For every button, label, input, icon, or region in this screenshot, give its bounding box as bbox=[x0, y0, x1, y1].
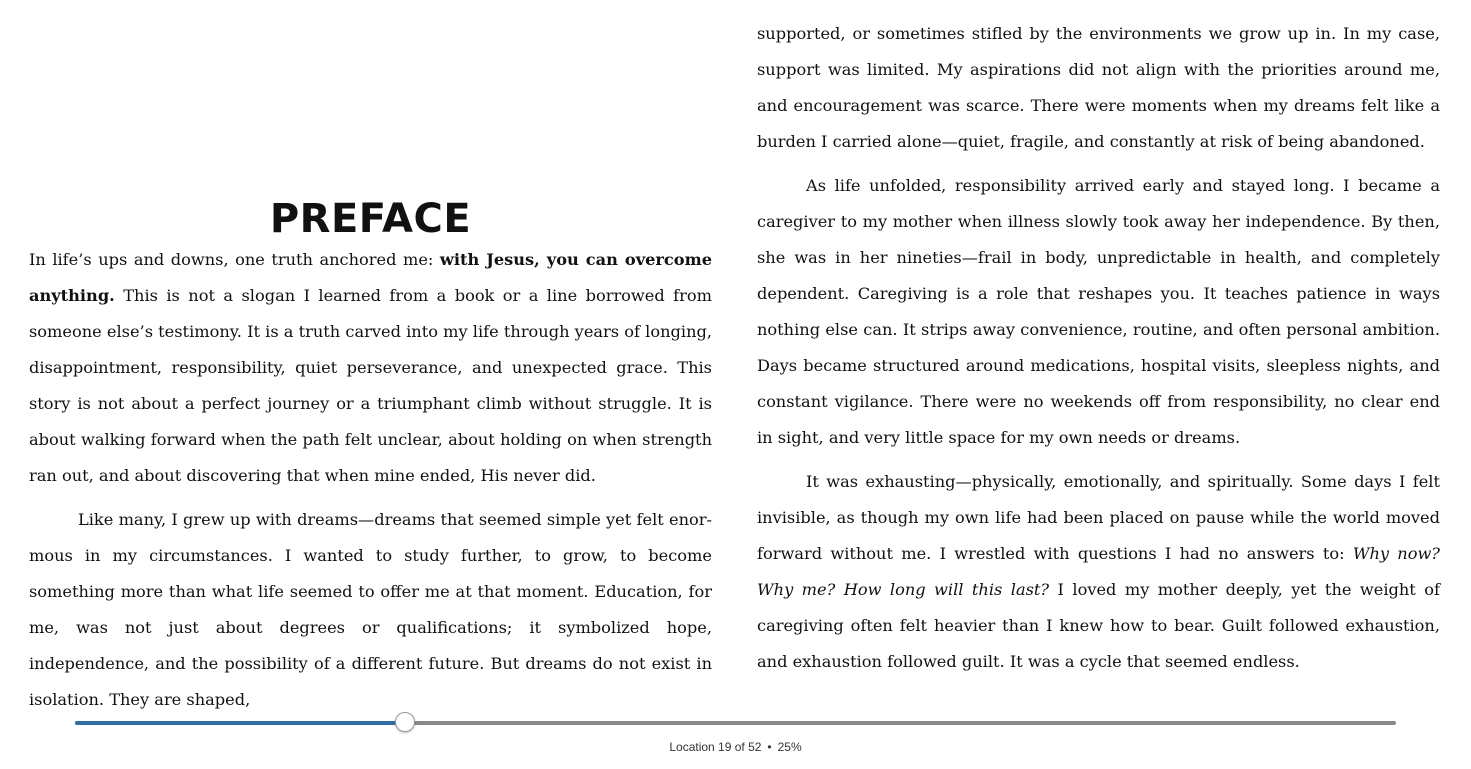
right-p3-italic-text: Why now? Why me? How long will this last? bbox=[757, 544, 1440, 599]
separator-dot: • bbox=[767, 740, 772, 754]
right-paragraph-2: As life unfolded, responsibility arrived early and stayed long. I became a caregiver to my mother when illness slowly took away her independence. By then, she was in her nineties—frail in body, unpredictable in health, and completely dependent. Caregiving is a role that reshapes you. It teaches patience in ways nothing else can. It strips away convenience, routine, and often personal ambition. Days became structured around medications, hospital visits, sleepless nights, and constant vigilance. There were no weekends off from responsibility, no clear end in sight, and very little space for my own needs or dreams. bbox=[757, 176, 1440, 447]
left-p1-text-a: In life’s ups and downs, one truth anchored me: bbox=[29, 250, 440, 269]
left-page bbox=[29, 242, 712, 726]
left-p1-bold-text: with Jesus, you can overcome anything. bbox=[29, 250, 713, 305]
left-p1-text-b: This is not a slogan I learned from a book or a line borrowed from someone else’s testimony. It is a truth carved into my life through years of longing, disappointment, responsibility, quiet perseverance, and unexpected grace. This story is not about a perfect journey or a triumphant climb without struggle. It is about walking forward when the path felt unclear, about holding on when strength ran out, and about discovering that when mine ended, His never did. bbox=[29, 286, 712, 485]
right-paragraph-3 bbox=[757, 464, 1440, 680]
right-page bbox=[757, 16, 1440, 688]
right-paragraph-1: supported, or sometimes stifled by the environments we grow up in. In my case, support was limited. My aspirations did not align with the priorities around me, and encouragement was scarce. There were moments when my dreams felt like a burden I carried alone—quiet, fragile, and constantly at risk of being abandoned. bbox=[757, 24, 1440, 151]
left-paragraph-2: Like many, I grew up with dreams—dreams that seemed simple yet felt enormous in my circumstances. I wanted to study further, to grow, to become something more than what life seemed to offer me at that moment. Education, for me, was not just about degrees or qualifications; it symbolized hope, independence, and the possibility of a different future. But dreams do not exist in isolation. They are shaped, bbox=[29, 510, 712, 709]
right-p3-text-b: I loved my mother deeply, yet the weight of caregiving often felt heavier than I knew how to bear. Guilt followed exhaustion, and exhaustion followed guilt. It was a cycle that seemed endless. bbox=[757, 580, 1440, 671]
left-paragraph-1 bbox=[29, 242, 712, 494]
chapter-title: PREFACE bbox=[269, 195, 472, 242]
percent-text: 25% bbox=[777, 740, 802, 754]
progress-fill bbox=[75, 721, 405, 725]
right-p3-text-a: It was exhausting—physically, emotionally, and spiritually. Some days I felt invisible, as though my own life had been placed on pause while the world moved forward without me. I wrestled with questions I had no answers to: bbox=[757, 472, 1440, 563]
location-indicator bbox=[0, 740, 1471, 754]
progress-slider-handle[interactable] bbox=[395, 712, 415, 732]
location-text: Location 19 of 52 bbox=[669, 740, 762, 754]
reading-progress-slider[interactable] bbox=[75, 721, 1396, 725]
